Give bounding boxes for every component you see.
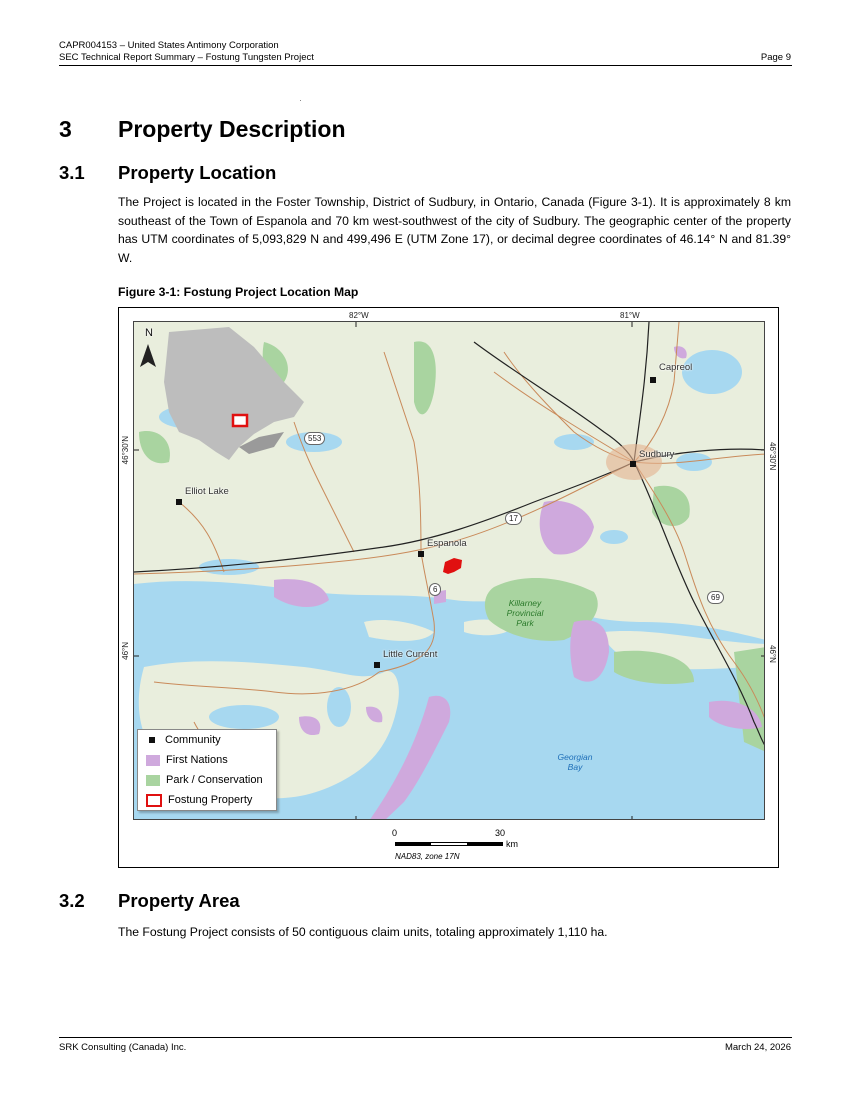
legend-community-label: Community — [165, 734, 221, 746]
lat-label-4630-left: 46°30'N — [121, 436, 130, 465]
label-espanola: Espanola — [427, 538, 467, 549]
scale-segment-1 — [395, 842, 431, 846]
legend-property-swatch — [146, 794, 162, 807]
lake-manitou — [209, 705, 279, 729]
lake-east — [600, 530, 628, 544]
header-rule — [59, 65, 792, 66]
inset-property-box — [233, 415, 247, 426]
park-label-line-2: Provincial — [506, 608, 544, 618]
section-3-1-title: Property Location — [118, 162, 277, 183]
lat-label-46-right: 46°N — [768, 645, 777, 663]
label-sudbury: Sudbury — [639, 449, 675, 460]
section-3-1-paragraph: The Project is located in the Foster Township, District of Sudbury, in Ontario, Canada (Figure 3-1). It is approximately 8 km southeast of the Town of Espanola and 70 km west-southwest of the city of Sudbury. The geographic center of the property has UTM coordinates of 5,093,829 N and 499,496 E (UTM Zone 17), or decimal degree coordinates of 46.14° N and 81.39° W. — [118, 195, 791, 265]
killarney-park-label — [494, 598, 556, 628]
stray-dot — [300, 100, 301, 101]
scale-max: 30 — [495, 828, 506, 838]
label-elliot-lake: Elliot Lake — [185, 486, 229, 497]
community-marker-elliot-lake — [176, 499, 182, 505]
scale-zero: 0 — [392, 828, 398, 838]
figure-caption: Figure 3-1: Fostung Project Location Map — [118, 285, 359, 299]
footer-date: March 24, 2026 — [724, 1042, 791, 1053]
legend-row-property — [146, 792, 252, 808]
header-line-1: CAPR004153 – United States Antimony Corporation — [59, 40, 279, 51]
lat-label-4630-right: 46°30'N — [768, 442, 777, 471]
legend-row-park — [146, 772, 263, 788]
label-little-current: Little Current — [383, 649, 438, 660]
legend-park-label: Park / Conservation — [166, 774, 263, 786]
section-3-2-number: 3.2 — [59, 890, 85, 911]
water-label-line-2: Bay — [567, 762, 583, 772]
legend-community-swatch — [149, 737, 155, 743]
highway-69: 69 — [707, 591, 724, 604]
legend-first-nations-swatch — [146, 755, 160, 766]
legend-row-community — [146, 732, 221, 748]
north-label: N — [145, 327, 153, 339]
section-3-number: 3 — [59, 116, 72, 142]
section-3-2-heading — [59, 890, 240, 912]
community-marker-capreol — [650, 377, 656, 383]
highway-17: 17 — [505, 512, 522, 525]
page-header — [59, 40, 791, 64]
scale-unit: km — [506, 839, 518, 849]
legend-first-nations-label: First Nations — [166, 754, 228, 766]
scale-segment-2 — [431, 842, 467, 846]
section-3-title: Property Description — [118, 116, 346, 142]
scale-datum: NAD83, zone 17N — [395, 852, 460, 861]
footer-rule — [59, 1037, 792, 1038]
georgian-bay-label — [545, 752, 605, 772]
community-marker-sudbury — [630, 461, 636, 467]
legend-row-first-nations — [146, 752, 228, 768]
footer-company: SRK Consulting (Canada) Inc. — [59, 1042, 187, 1053]
highway-553: 553 — [304, 432, 325, 445]
scale-bar — [392, 828, 525, 868]
map-legend — [137, 729, 277, 811]
legend-park-swatch — [146, 775, 160, 786]
page-number: Page 9 — [760, 52, 791, 63]
community-marker-espanola — [418, 551, 424, 557]
section-3-heading — [59, 116, 346, 143]
scale-segment-3 — [467, 842, 503, 846]
water-label-line-1: Georgian — [557, 752, 593, 762]
lake-mindemoya — [327, 687, 351, 727]
section-3-2-paragraph: The Fostung Project consists of 50 contiguous claim units, totaling approximately 1,110 ha. — [118, 925, 608, 939]
section-3-1-number: 3.1 — [59, 162, 85, 183]
header-line-2: SEC Technical Report Summary – Fostung Tungsten Project — [59, 52, 314, 63]
park-label-line-1: Killarney — [508, 598, 542, 608]
lat-label-46-left: 46°N — [121, 642, 130, 660]
lon-label-82: 82°W — [349, 311, 369, 320]
page-footer — [59, 1042, 791, 1053]
legend-property-label: Fostung Property — [168, 794, 253, 806]
section-3-1-heading — [59, 162, 276, 184]
label-capreol: Capreol — [659, 362, 693, 373]
highway-6: 6 — [429, 583, 441, 596]
section-3-2-title: Property Area — [118, 890, 240, 911]
park-label-line-3: Park — [516, 618, 534, 628]
community-marker-little-current — [374, 662, 380, 668]
lon-label-81: 81°W — [620, 311, 640, 320]
